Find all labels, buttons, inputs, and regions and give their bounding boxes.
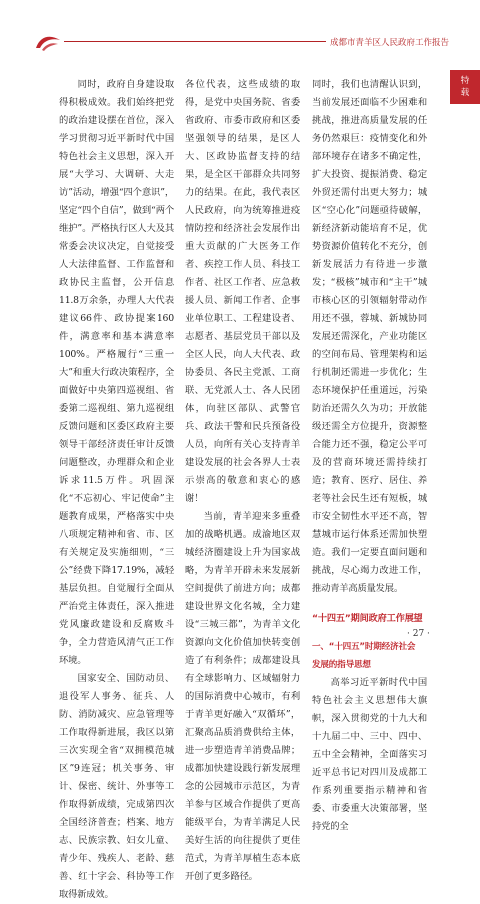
section-heading: “十四五”期间政府工作展望 <box>312 613 423 624</box>
page-number: · 27 · <box>407 629 430 639</box>
section-tab-line-1: 特 <box>460 76 470 86</box>
sub-heading-line-2: 发展的指导思想 <box>312 660 371 670</box>
sub-heading-line-1: 一、“十四五”时期经济社会 <box>312 642 416 652</box>
paragraph: 各位代表，这些成绩的取得，是党中央国务院、省委省政府、市委市政府和区委坚强领导的结果，是区人大、区政协监督支持的结果，是全区干部群众共同努力的结果。在此，我代表区人民政府，向为统筹推进疫情防控和经济社会发展作出重大贡献的广大医务工作者、疾控工作人员、科技工作者、社区工作者、应急救援人员、新闻工作者、企事业单位职工、工程建设者、志愿者、基层党员干部以及全区人民，向人大代表、政协委员、各民主党派、工商联、无党派人士、各人民团体，向驻区部队、武警官兵、政法干警和民兵预备役人员，向所有关心支持青羊建设发展的社会各界人士表示崇高的敬意和衷心的感谢！ <box>185 79 300 504</box>
header-title: 成都市青羊区人民政府工作报告 <box>330 38 450 48</box>
section-tab-line-2: 载 <box>460 88 470 98</box>
text-column-1 <box>59 76 174 904</box>
text-column-2 <box>185 76 300 886</box>
paragraph: 同时，政府自身建设取得积极成效。我们始终把党的政治建设摆在首位，深入学习贯彻习近平新时代中国特色社会主义思想，深入开展“大学习、大调研、大走访”活动，增强“四个意识”，坚定“四个自信”，做到“两个维护”。严格执行区人大及其常委会决议决定，自觉接受人大法律监督、工作监督和政协民主监督，公开信息11.8万余条，办理人大代表建议66件、政协提案160件，满意率和基本满意率100%。严格履行“三重一大”和重大行政决策程序，全面做好中央第四巡视组、省委第二巡视组、第九巡视组反馈问题和区委区政府主要领导干部经济责任审计反馈问题整改，办理群众和企业诉求11.5万件。巩固深化“不忘初心、牢记使命”主题教育成果，严格落实中央八项规定精神和省、市、区有关规定及实施细则，“三公”经费下降17.19%，减轻基层负担。自觉履行全面从严治党主体责任，深入推进党风廉政建设和反腐败斗争，全力营造风清气正工作环境。 <box>59 79 174 666</box>
brand-logo-icon <box>34 32 62 52</box>
page-header <box>0 0 480 70</box>
paragraph: 同时，我们也清醒认识到，当前发展还面临不少困难和挑战，推进高质量发展的任务仍然艰巨：疫情变化和外部环境存在诸多不确定性，扩大投资、提振消费、稳定外贸还需付出更大努力；城区“空心化”问题亟待破解，新经济新动能培育不足，优势资源价值转化不充分，创新发展活力有待进一步激发；“极核”城市和“主干”城市核心区的引领辐射带动作用还不强，蓉城、新城协同发展还需深化，产业功能区的空间布局、管理架构和运行机制还需进一步优化；生态环境保护任重道远，污染防治还需久久为功；开放能级还需全方位提升，资源整合能力还不强，稳定公平可及的营商环境还需持续打造；教育、医疗、居住、养老等社会民生还有短板，城市安全韧性水平还不高，智慧城市运行体系还需加快塑造。我们一定要直面问题和挑战，尽心竭力改进工作，推动青羊高质量发展。 <box>312 79 427 594</box>
paragraph: 高举习近平新时代中国特色社会主义思想伟大旗帜，深入贯彻党的十九大和十九届二中、三中、四中、五中全会精神，全面落实习近平总书记对四川及成都工作系列重要指示精神和省委、市委重大决策部署，坚持党的全 <box>312 677 427 832</box>
paragraph: 当前，青羊迎来多重叠加的战略机遇。成渝地区双城经济圈建设上升为国家战略，为青羊开辟未来发展新空间提供了前进方向；成都建设世界文化名城，全力建设“三城三都”，为青羊文化资源向文化价值加快转变创造了有利条件；成都建设具有全球影响力、区域辐射力的国际消费中心城市，有利于青羊更好融入“双循环”，汇聚高品质消费供给主体，进一步塑造青羊消费品牌；成都加快建设践行新发展理念的公园城市示范区，为青羊参与区域合作提供了更高能级平台，为青羊满足人民美好生活的向往提供了更佳范式，为青羊厚植生态本底开创了更多路径。 <box>185 511 300 882</box>
paragraph: 国家安全、国防动员、退役军人事务、征兵、人防、消防减灾、应急管理等工作取得新进展，我区以第三次实现全省“双拥模范城区”9连冠；机关事务、审计、保密、统计、外事等工作取得新成绩，完成第四次全国经济普查；档案、地方志、民族宗教、妇女儿童、青少年、残疾人、老龄、慈善、红十字会、科协等工作取得新成效。 <box>59 673 174 900</box>
section-tab <box>450 70 480 104</box>
text-column-3 <box>312 76 427 836</box>
header-rule <box>64 41 326 42</box>
